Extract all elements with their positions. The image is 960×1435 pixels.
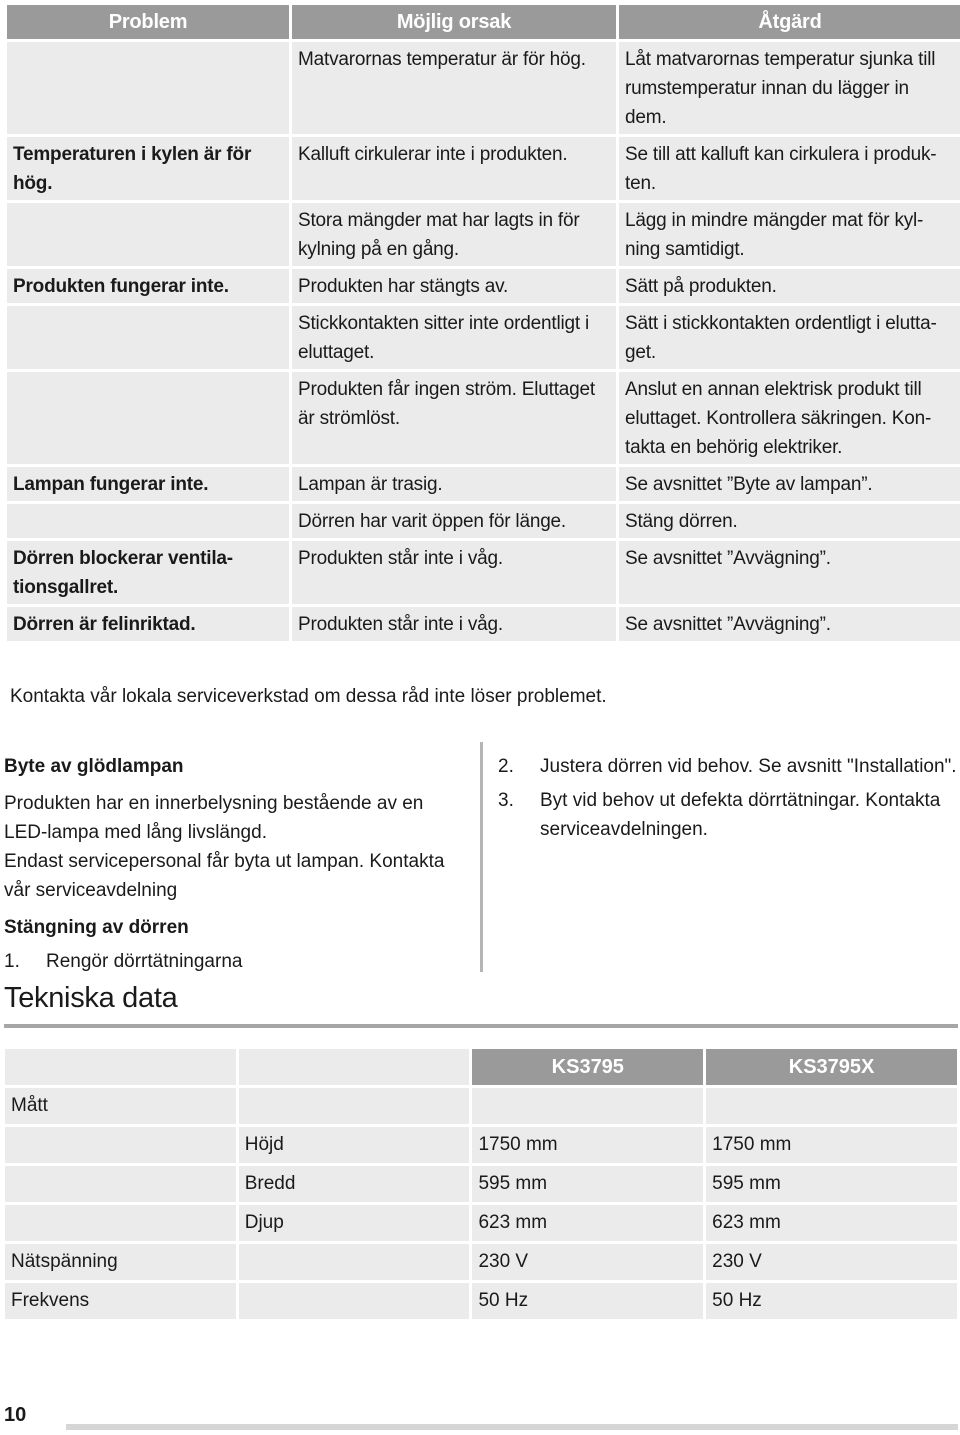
problem-cell: [7, 372, 289, 464]
lamp-para-1: Produkten har en innerbelysning bestående av en LED-lampa med lång livslängd.: [4, 793, 424, 843]
table-header-row: [7, 5, 960, 39]
step-number: 3.: [498, 790, 514, 811]
spec-sub: Höjd: [239, 1127, 470, 1163]
step-item: [4, 947, 464, 976]
step-item: [498, 786, 958, 844]
table-row: [5, 1166, 957, 1202]
table-row: [5, 1088, 957, 1124]
cause-cell: Stora mängder mat har lagts in för kylning på en gång.: [292, 203, 616, 266]
problem-cell: [7, 42, 289, 134]
action-cell: Sätt på produkten.: [619, 269, 960, 303]
table-row: [7, 269, 960, 303]
lamp-para-2: Endast servicepersonal får byta ut lampan. Kontakta vår serviceavdelning: [4, 851, 445, 901]
table-row: [5, 1205, 957, 1241]
table-row: [7, 504, 960, 538]
problem-cell: Temperaturen i kylen är för hög.: [7, 137, 289, 200]
cause-cell: Produkten har stängts av.: [292, 269, 616, 303]
cause-cell: Produkten står inte i våg.: [292, 607, 616, 641]
lamp-section-title: Byte av glödlampan: [4, 756, 184, 777]
table-row: [5, 1127, 957, 1163]
spec-value: 1750 mm: [706, 1127, 957, 1163]
cause-cell: Stickkontakten sitter inte ordentligt i eluttaget.: [292, 306, 616, 369]
spec-value: 623 mm: [472, 1205, 703, 1241]
spec-label: [5, 1166, 236, 1202]
spec-value: 50 Hz: [706, 1283, 957, 1319]
action-cell: Se till att kalluft kan cirkulera i produk-ten.: [619, 137, 960, 200]
spec-sub: Djup: [239, 1205, 470, 1241]
step-text: Byt vid behov ut defekta dörrtätningar. Kontakta serviceavdelningen.: [540, 790, 941, 840]
table-row: [7, 137, 960, 200]
cause-cell: Produkten står inte i våg.: [292, 541, 616, 604]
action-cell: Anslut en annan elektrisk produkt till eluttaget. Kontrollera säkringen. Kon-takta en behörig elektriker.: [619, 372, 960, 464]
table-row: [5, 1244, 957, 1280]
troubleshooting-table: [4, 2, 960, 644]
tech-data-table: [2, 1046, 960, 1322]
header-cause: Möjlig orsak: [292, 5, 616, 39]
cause-cell: Lampan är trasig.: [292, 467, 616, 501]
spec-sub: [239, 1244, 470, 1280]
cause-cell: Matvarornas temperatur är för hög.: [292, 42, 616, 134]
problem-cell: Lampan fungerar inte.: [7, 467, 289, 501]
table-row: [5, 1283, 957, 1319]
step-text: Rengör dörrtätningarna: [46, 951, 243, 972]
action-cell: Låt matvarornas temperatur sjunka till rumstemperatur innan du lägger in dem.: [619, 42, 960, 134]
action-cell: Se avsnittet ”Avvägning”.: [619, 541, 960, 604]
problem-cell: [7, 203, 289, 266]
action-cell: Sätt i stickkontakten ordentligt i elutta-get.: [619, 306, 960, 369]
problem-cell: Dörren är felinriktad.: [7, 607, 289, 641]
footer-rule: [66, 1424, 958, 1430]
table-row: [7, 372, 960, 464]
spec-sub: [239, 1283, 470, 1319]
problem-cell: Dörren blockerar ventila-tionsgallret.: [7, 541, 289, 604]
spec-value: [706, 1088, 957, 1124]
column-divider: [480, 742, 483, 972]
service-note: Kontakta vår lokala serviceverkstad om dessa råd inte löser problemet.: [10, 686, 607, 707]
spec-value: 230 V: [706, 1244, 957, 1280]
door-section-title: Stängning av dörren: [4, 917, 189, 938]
cause-cell: Dörren har varit öppen för länge.: [292, 504, 616, 538]
spec-value: 595 mm: [706, 1166, 957, 1202]
lamp-and-door-section: [4, 752, 464, 981]
action-cell: Stäng dörren.: [619, 504, 960, 538]
step-number: 1.: [4, 951, 20, 972]
header-empty: [239, 1049, 470, 1085]
spec-value: [472, 1088, 703, 1124]
problem-cell: [7, 306, 289, 369]
tech-header-row: [5, 1049, 957, 1085]
table-row: [7, 306, 960, 369]
spec-value: 1750 mm: [472, 1127, 703, 1163]
table-row: [7, 42, 960, 134]
spec-value: 595 mm: [472, 1166, 703, 1202]
title-rule: [4, 1024, 958, 1028]
action-cell: Se avsnittet ”Avvägning”.: [619, 607, 960, 641]
header-action: Åtgärd: [619, 5, 960, 39]
action-cell: Lägg in mindre mängder mat för kyl-ning samtidigt.: [619, 203, 960, 266]
spec-label: Nätspänning: [5, 1244, 236, 1280]
action-cell: Se avsnittet ”Byte av lampan”.: [619, 467, 960, 501]
problem-cell: [7, 504, 289, 538]
model-header: KS3795X: [706, 1049, 957, 1085]
problem-cell: Produkten fungerar inte.: [7, 269, 289, 303]
table-row: [7, 203, 960, 266]
model-header: KS3795: [472, 1049, 703, 1085]
page-number: 10: [4, 1404, 27, 1426]
step-number: 2.: [498, 756, 514, 777]
header-problem: Problem: [7, 5, 289, 39]
cause-cell: Produkten får ingen ström. Eluttaget är strömlöst.: [292, 372, 616, 464]
spec-label: [5, 1127, 236, 1163]
spec-value: 50 Hz: [472, 1283, 703, 1319]
door-steps-continued: [498, 752, 958, 849]
step-item: [498, 752, 958, 781]
header-empty: [5, 1049, 236, 1085]
spec-value: 230 V: [472, 1244, 703, 1280]
table-row: [7, 467, 960, 501]
spec-value: 623 mm: [706, 1205, 957, 1241]
spec-label: Mått: [5, 1088, 236, 1124]
tech-data-title: Tekniska data: [4, 982, 178, 1014]
spec-label: [5, 1205, 236, 1241]
spec-label: Frekvens: [5, 1283, 236, 1319]
cause-cell: Kalluft cirkulerar inte i produkten.: [292, 137, 616, 200]
spec-sub: [239, 1088, 470, 1124]
table-row: [7, 607, 960, 641]
spec-sub: Bredd: [239, 1166, 470, 1202]
table-row: [7, 541, 960, 604]
step-text: Justera dörren vid behov. Se avsnitt "Installation".: [540, 756, 957, 777]
